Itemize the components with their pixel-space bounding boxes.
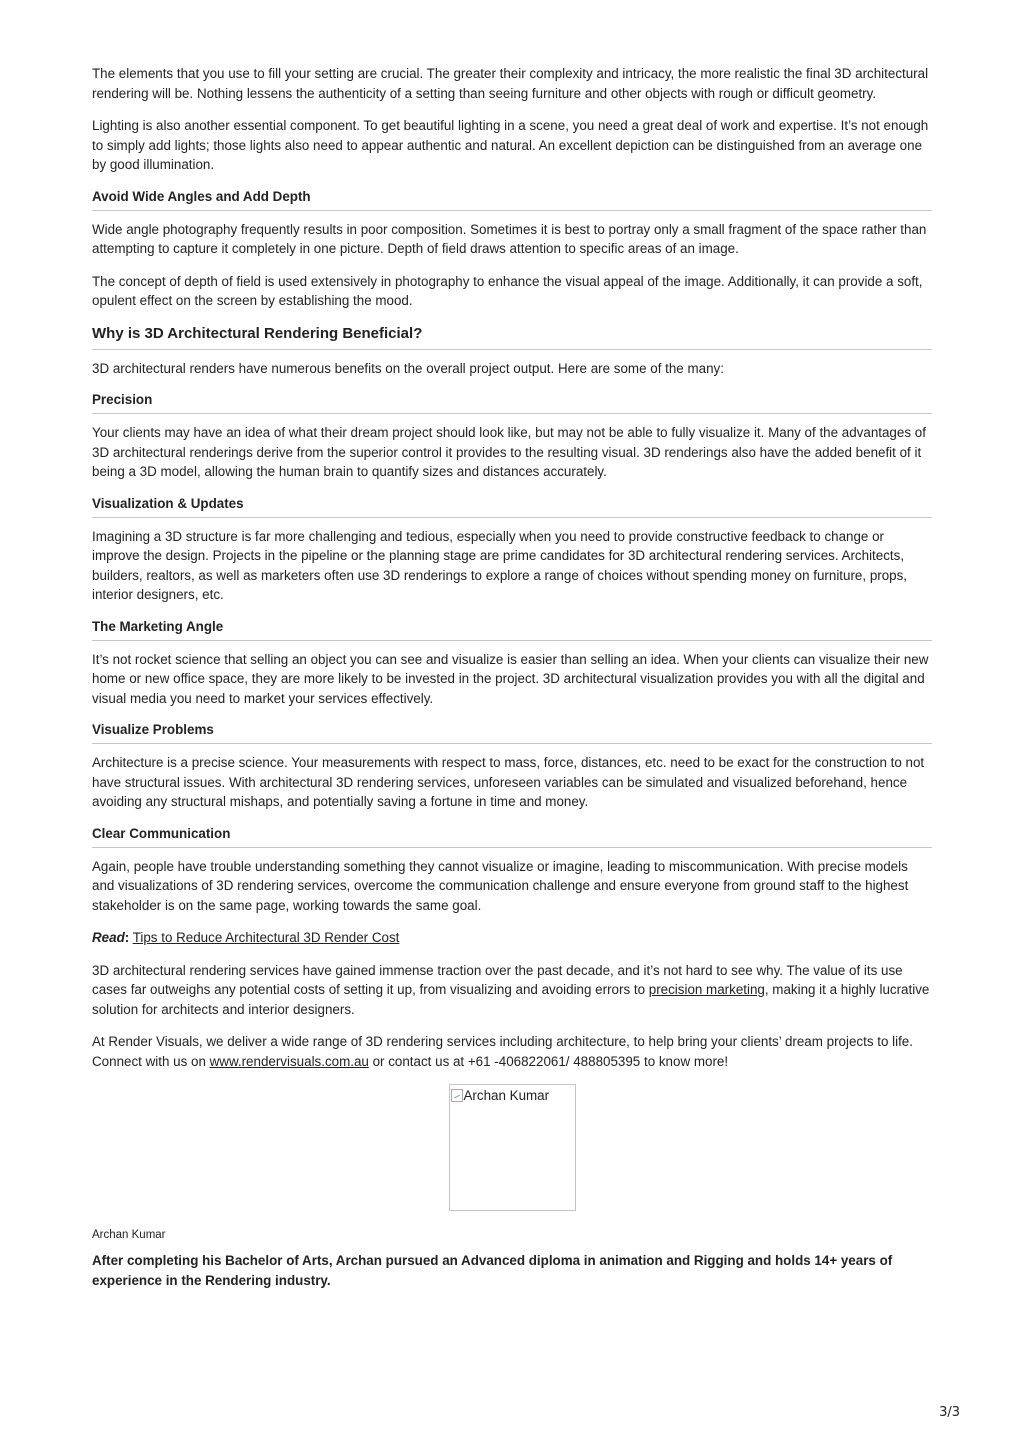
page-number: 3/3 (939, 1405, 960, 1420)
read-label: Read (92, 930, 125, 945)
paragraph: The concept of depth of field is used extensively in photography to enhance the visual appeal of the image. Additionally, it can provide a soft, opulent effect on the screen by establishing the mood. (92, 273, 923, 308)
broken-image-icon (451, 1089, 463, 1102)
paragraph: Again, people have trouble understanding something they cannot visualize or imagine, leading to miscommunication. With precise models and visualizations of 3D rendering services, overcome the communication challenge and ensure everyone from ground staff to the highest stakeholder is on the same page, working towards the same goal. (92, 858, 909, 913)
text-segment: At Render Visuals, we deliver a wide range of 3D rendering services including architecture, to help bring your clients’ dream projects to life. Connect with us on (92, 1034, 913, 1069)
read-colon: : (124, 930, 130, 945)
author-name: Archan Kumar (92, 1229, 166, 1241)
paragraph: The elements that you use to fill your setting are crucial. The greater their complexity and intricacy, the more realistic the final 3D architectural rendering will be. Nothing lessens the authenticity of a setting than seeing furniture and other objects with rough or difficult geometry. (92, 66, 929, 101)
paragraph: Imagining a 3D structure is far more challenging and tedious, especially when you need to provide constructive feedback to change or improve the design. Projects in the pipeline or the planning stage are prime candidates for 3D architectural rendering services. Architects, builders, realtors, as well as marketers often use 3D renderings to explore a range of choices without spending money on furniture, props, interior designers, etc. (92, 528, 908, 602)
precision-marketing-link[interactable]: precision marketing (648, 982, 765, 997)
paragraph: Wide angle photography frequently results in poor composition. Sometimes it is best to portray only a small fragment of the space rather than attempting to capture it completely in one picture. Depth of field draws attention to specific areas of an image. (92, 221, 927, 256)
read-more-link[interactable]: Tips to Reduce Architectural 3D Render Cost (132, 930, 400, 945)
article-content (92, 64, 932, 1290)
author-image-alt-text: Archan Kumar (463, 1088, 550, 1103)
section-heading-problems: Visualize Problems (92, 721, 932, 744)
paragraph (92, 961, 932, 1020)
paragraph (92, 1032, 932, 1071)
text-segment: , making it a highly lucrative solution for architects and interior designers. (92, 982, 930, 1017)
website-link[interactable]: www.rendervisuals.com.au (209, 1053, 369, 1069)
author-bio: After completing his Bachelor of Arts, Archan pursued an Advanced diploma in animation and Rigging and holds 14+ years of experience in the Rendering industry. (92, 1253, 893, 1288)
section-heading-visualization: Visualization & Updates (92, 495, 932, 518)
section-heading-communication: Clear Communication (92, 825, 932, 848)
paragraph: Your clients may have an idea of what their dream project should look like, but may not be able to fully visualize it. Many of the advantages of 3D architectural renderings derive from the superior control it provides to the resulting visual. 3D renderings also have the added benefit of it being a 3D model, allowing the human brain to quantify sizes and distances accurately. (92, 425, 926, 479)
section-heading-marketing: The Marketing Angle (92, 618, 932, 641)
section-heading-precision: Precision (92, 391, 932, 414)
paragraph: Lighting is also another essential component. To get beautiful lighting in a scene, you need a great deal of work and expertise. It’s not enough to simply add lights; those lights also need to appear authentic and natural. An excellent depiction can be distinguished from an average one by good illumination. (92, 118, 929, 172)
text-segment: or contact us at +61 -406822061/ 488805395 to know more! (368, 1053, 729, 1069)
section-heading-angles: Avoid Wide Angles and Add Depth (92, 188, 932, 211)
section-heading-why: Why is 3D Architectural Rendering Beneficial? (92, 324, 932, 350)
author-image (449, 1084, 576, 1211)
read-more-line (92, 928, 932, 948)
paragraph: It’s not rocket science that selling an object you can see and visualize is easier than selling an idea. When your clients can visualize their new home or new office space, they are more likely to be invested in the project. 3D architectural visualization provides you with all the digital and visual media you need to market your services effectively. (92, 651, 929, 706)
text-segment: 3D architectural rendering services have gained immense traction over the past decade, and it’s not hard to see why. The value of its use cases far outweighs any potential costs of setting it up, from visualizing and avoiding errors to (92, 962, 903, 997)
paragraph: 3D architectural renders have numerous benefits on the overall project output. Here are some of the many: (92, 360, 724, 376)
paragraph: Architecture is a precise science. Your measurements with respect to mass, force, distances, etc. need to be exact for the construction to not have structural issues. With architectural 3D rendering services, unforeseen variables can be simulated and visualized beforehand, hence avoiding any structural mishaps, and potentially saving a fortune in time and money. (92, 755, 925, 809)
